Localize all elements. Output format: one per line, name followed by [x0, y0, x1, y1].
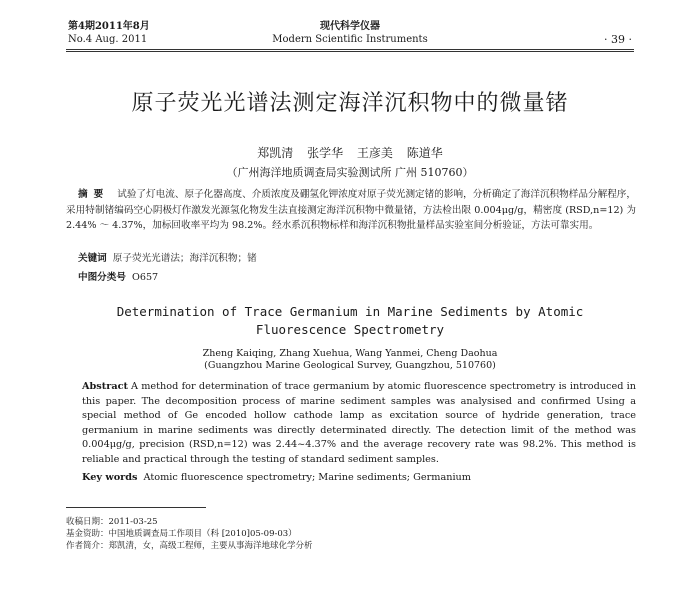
journal-cn: 现代科学仪器: [320, 21, 380, 32]
cn-affiliation: （广州海洋地质调查局实验测试所 广州 510760）: [226, 166, 474, 179]
en-title: Determination of Trace Germanium in Marine Sediments by Atomic Fluorescence Spectrometry: [116, 304, 584, 337]
cn-keywords-text: 原子荧光光谱法；海洋沉积物；锗: [112, 253, 257, 264]
footnote-received: 收稿日期：2011-03-25: [66, 517, 158, 527]
footnote-funding: 基金资助：中国地质调查局工作项目（科 [2010]05-09-03）: [66, 529, 297, 539]
cn-abstract-label: 摘要: [78, 189, 110, 200]
footnote-rule: [66, 507, 206, 508]
journal-name: [260, 20, 440, 46]
issue-en: No.4 Aug. 2011: [68, 34, 148, 45]
cn-keywords-label: 关键词: [78, 253, 107, 264]
issue-cn: 第4期2011年8月: [68, 21, 150, 32]
header-rule-secondary: [66, 51, 634, 52]
issue-info: [68, 20, 150, 46]
en-affiliation: (Guangzhou Marine Geological Survey, Guangzhou, 510760): [204, 360, 496, 371]
en-keywords: [82, 472, 471, 483]
cn-authors: 郑凯清 张学华 王彦美 陈道华: [257, 146, 443, 160]
en-keywords-label: Key words: [82, 472, 138, 483]
en-abstract-label: Abstract: [82, 381, 128, 392]
en-abstract-text: A method for determination of trace germanium by atomic fluorescence spectrometry is introduced in this paper. The decomposition process of marine sediment samples was analysised and confirmed Using a special method of Ge encoded hollow cathode lamp as excitation source of hydride generation, trace germanium in marine sediments was directly determinated directly. The detection limit of the method was 0.004μg/g, precision (RSD,n=12) was 2.44~4.37% and the average recovery rate was 98.2%. This method is reliable and practical through the testing of standard sediment samples.: [82, 381, 636, 465]
header-rule: [66, 49, 634, 50]
cn-abstract-text: 试验了灯电流、原子化器高度、介质浓度及硼氢化钾浓度对原子荧光测定锗的影响，分析确定了海洋沉积物样品分解程序，采用特制锗编码空心阴极灯作激发光源氢化物发生法直接测定海洋沉积物中微量锗，方法检出限 0.004μg/g，精密度 (RSD,n=12) 为 2.44% ～ 4.37%，加标回收率平均为 98.2%。经水系沉积物标样和海洋沉积物批量样品实验室间分析验证，方法可靠实用。: [66, 189, 637, 231]
en-abstract: [82, 380, 636, 467]
footnotes: [66, 516, 313, 552]
cn-class-number: O657: [131, 272, 159, 283]
en-authors: Zheng Kaiqing, Zhang Xuehua, Wang Yanmei, Cheng Daohua: [202, 348, 498, 359]
page-number: · 39 ·: [604, 33, 632, 46]
journal-en: Modern Scientific Instruments: [272, 34, 428, 45]
en-keywords-text: Atomic fluorescence spectrometry; Marine sediments; Germanium: [143, 472, 471, 483]
en-author-block: [0, 348, 700, 372]
cn-classification: [78, 269, 158, 283]
cn-title: 原子荧光光谱法测定海洋沉积物中的微量锗: [131, 91, 569, 116]
cn-keywords: [78, 250, 257, 264]
cn-abstract: [66, 187, 636, 234]
footnote-author-bio: 作者简介：郑凯清，女，高级工程师，主要从事海洋地球化学分析: [66, 541, 313, 551]
cn-class-label: 中图分类号: [78, 272, 126, 283]
